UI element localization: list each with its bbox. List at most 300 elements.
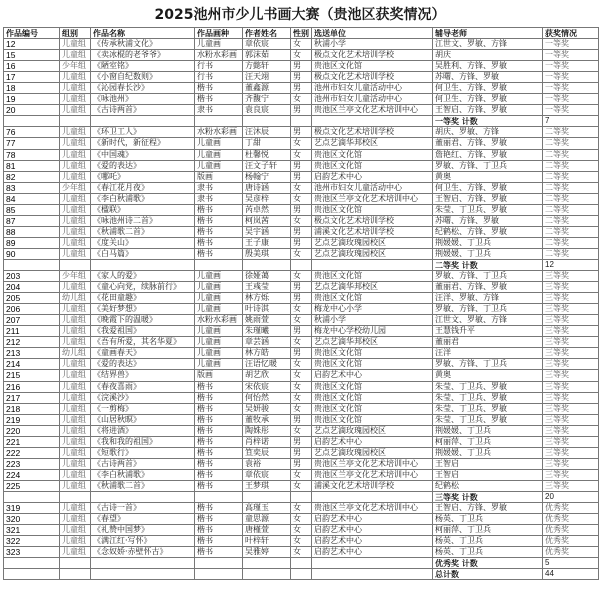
cell-award[interactable]: 三等奖 (543, 414, 599, 425)
cell-work-title[interactable]: 《陋室铭》 (91, 61, 195, 72)
cell-award[interactable]: 三等奖 (543, 381, 599, 392)
cell-author[interactable]: 林方皓 (243, 348, 291, 359)
cell-group[interactable]: 儿童组 (60, 381, 91, 392)
cell-id[interactable]: 83 (4, 182, 60, 193)
cell-work-title[interactable]: 《度关山》 (91, 237, 195, 248)
cell-group[interactable]: 儿童组 (60, 83, 91, 94)
cell-group[interactable]: 儿童组 (60, 370, 91, 381)
cell-unit[interactable]: 艺点艺滴华邦校区 (312, 337, 433, 348)
cell-genre[interactable]: 隶书 (195, 105, 243, 116)
cell-teacher[interactable]: 杨英、丁卫兵 (433, 514, 543, 525)
cell-id[interactable]: 20 (4, 105, 60, 116)
cell-id[interactable]: 76 (4, 127, 60, 138)
cell-gender[interactable]: 女 (291, 525, 312, 536)
cell-id[interactable]: 223 (4, 458, 60, 469)
cell-group[interactable]: 儿童组 (60, 72, 91, 83)
cell-author[interactable]: 齐馥宁 (243, 94, 291, 105)
cell-author[interactable]: 汪语忆暖 (243, 359, 291, 370)
cell-work-title[interactable]: 《家人的爱》 (91, 271, 195, 282)
cell-unit[interactable]: 贵池区文化馆 (312, 381, 433, 392)
cell-teacher[interactable]: 詹艳红、方锋、罗敏 (433, 149, 543, 160)
cell-work-title[interactable]: 《春夜喜雨》 (91, 381, 195, 392)
cell-group[interactable]: 儿童组 (60, 326, 91, 337)
cell-unit[interactable]: 极点文化艺术培训学校 (312, 50, 433, 61)
cell-gender[interactable]: 女 (291, 315, 312, 326)
cell-group[interactable]: 儿童组 (60, 193, 91, 204)
empty-cell[interactable] (243, 569, 291, 580)
cell-genre[interactable]: 楷书 (195, 547, 243, 558)
cell-genre[interactable]: 儿童画 (195, 149, 243, 160)
cell-genre[interactable]: 楷书 (195, 237, 243, 248)
cell-award[interactable]: 二等奖 (543, 204, 599, 215)
cell-teacher[interactable]: 胡庆、罗敏、方锋 (433, 127, 543, 138)
cell-id[interactable]: 224 (4, 469, 60, 480)
cell-genre[interactable]: 行书 (195, 61, 243, 72)
cell-author[interactable]: 唐槿萱 (243, 525, 291, 536)
cell-unit[interactable]: 梅龙中心小学 (312, 304, 433, 315)
col-header-gender[interactable]: 性别 (291, 28, 312, 39)
cell-teacher[interactable]: 纪鹤松 (433, 480, 543, 491)
cell-teacher[interactable]: 董丽君、方锋、罗敏 (433, 282, 543, 293)
cell-work-title[interactable]: 《环卫工人》 (91, 127, 195, 138)
summary-label[interactable]: 总计数 (433, 569, 543, 580)
cell-award[interactable]: 三等奖 (543, 403, 599, 414)
cell-unit[interactable]: 启韵艺术中心 (312, 547, 433, 558)
cell-id[interactable]: 216 (4, 381, 60, 392)
cell-gender[interactable]: 女 (291, 425, 312, 436)
cell-gender[interactable]: 女 (291, 403, 312, 414)
cell-teacher[interactable]: 罗敏、方锋、丁卫兵 (433, 271, 543, 282)
cell-teacher[interactable]: 苏曙、方锋、罗敏 (433, 215, 543, 226)
cell-work-title[interactable]: 《秋浦歌二首》 (91, 226, 195, 237)
cell-id[interactable]: 222 (4, 447, 60, 458)
cell-id[interactable]: 211 (4, 326, 60, 337)
cell-work-title[interactable]: 《古诗两首》 (91, 105, 195, 116)
cell-author[interactable]: 柯岚茜 (243, 215, 291, 226)
col-header-genre[interactable]: 作品画种 (195, 28, 243, 39)
cell-unit[interactable]: 贵池区文化馆 (312, 403, 433, 414)
empty-cell[interactable] (91, 558, 195, 569)
cell-gender[interactable]: 男 (291, 160, 312, 171)
cell-award[interactable]: 一等奖 (543, 105, 599, 116)
cell-work-title[interactable]: 《李白秋浦歌》 (91, 469, 195, 480)
cell-work-title[interactable]: 《吾有所爱，其名华夏》 (91, 337, 195, 348)
cell-teacher[interactable]: 柯丽萍、丁卫兵 (433, 436, 543, 447)
cell-genre[interactable]: 楷书 (195, 503, 243, 514)
cell-id[interactable]: 12 (4, 39, 60, 50)
cell-unit[interactable]: 启韵艺术中心 (312, 370, 433, 381)
cell-unit[interactable]: 艺点艺滴华邦校区 (312, 138, 433, 149)
empty-cell[interactable] (91, 116, 195, 127)
cell-teacher[interactable]: 朱莹、丁卫兵、罗敏 (433, 392, 543, 403)
cell-award[interactable]: 二等奖 (543, 160, 599, 171)
cell-unit[interactable]: 启韵艺术中心 (312, 525, 433, 536)
cell-author[interactable]: 丁甜 (243, 138, 291, 149)
cell-id[interactable]: 81 (4, 160, 60, 171)
cell-genre[interactable]: 楷书 (195, 425, 243, 436)
empty-cell[interactable] (312, 491, 433, 502)
cell-group[interactable]: 儿童组 (60, 447, 91, 458)
cell-genre[interactable]: 隶书 (195, 182, 243, 193)
cell-gender[interactable]: 女 (291, 304, 312, 315)
cell-unit[interactable]: 池州市妇女儿童活动中心 (312, 83, 433, 94)
cell-teacher[interactable]: 朱莹、丁卫兵、罗敏 (433, 403, 543, 414)
cell-id[interactable]: 203 (4, 271, 60, 282)
cell-gender[interactable]: 女 (291, 149, 312, 160)
cell-teacher[interactable]: 苏曙、方锋、罗敏 (433, 72, 543, 83)
cell-teacher[interactable]: 罗敏、方锋、丁卫兵 (433, 304, 543, 315)
cell-author[interactable]: 汪天翊 (243, 72, 291, 83)
empty-cell[interactable] (243, 491, 291, 502)
cell-group[interactable]: 儿童组 (60, 94, 91, 105)
cell-group[interactable]: 儿童组 (60, 337, 91, 348)
cell-award[interactable]: 二等奖 (543, 226, 599, 237)
col-header-id[interactable]: 作品编号 (4, 28, 60, 39)
cell-author[interactable]: 姚雨萱 (243, 315, 291, 326)
cell-genre[interactable]: 儿童画 (195, 348, 243, 359)
empty-cell[interactable] (312, 558, 433, 569)
cell-id[interactable]: 217 (4, 392, 60, 403)
cell-work-title[interactable]: 《咏池州》 (91, 94, 195, 105)
cell-gender[interactable]: 男 (291, 293, 312, 304)
cell-gender[interactable]: 男 (291, 414, 312, 425)
empty-cell[interactable] (91, 259, 195, 270)
cell-work-title[interactable]: 《古诗一首》 (91, 503, 195, 514)
empty-cell[interactable] (91, 491, 195, 502)
cell-genre[interactable]: 楷书 (195, 94, 243, 105)
cell-id[interactable]: 221 (4, 436, 60, 447)
cell-gender[interactable]: 女 (291, 359, 312, 370)
cell-author[interactable]: 林方烁 (243, 293, 291, 304)
empty-cell[interactable] (60, 259, 91, 270)
empty-cell[interactable] (195, 558, 243, 569)
cell-gender[interactable]: 男 (291, 436, 312, 447)
cell-teacher[interactable]: 何卫生、方锋、罗敏 (433, 94, 543, 105)
cell-group[interactable]: 儿童组 (60, 204, 91, 215)
cell-genre[interactable]: 儿童画 (195, 359, 243, 370)
cell-work-title[interactable]: 《爱的表达》 (91, 359, 195, 370)
cell-award[interactable]: 二等奖 (543, 171, 599, 182)
empty-cell[interactable] (195, 491, 243, 502)
cell-group[interactable]: 儿童组 (60, 403, 91, 414)
cell-teacher[interactable]: 黄奥 (433, 171, 543, 182)
cell-work-title[interactable]: 《我和我的祖国》 (91, 436, 195, 447)
empty-cell[interactable] (60, 569, 91, 580)
cell-award[interactable]: 二等奖 (543, 127, 599, 138)
cell-teacher[interactable]: 胡庆 (433, 50, 543, 61)
empty-cell[interactable] (60, 491, 91, 502)
cell-award[interactable]: 一等奖 (543, 61, 599, 72)
cell-teacher[interactable]: 何卫生、方锋、罗敏 (433, 83, 543, 94)
col-header-teacher[interactable]: 辅导老师 (433, 28, 543, 39)
cell-unit[interactable]: 贵池区文化馆 (312, 149, 433, 160)
summary-label[interactable]: 一等奖 计数 (433, 116, 543, 127)
cell-gender[interactable]: 女 (291, 337, 312, 348)
cell-work-title[interactable]: 《李白秋浦歌》 (91, 193, 195, 204)
cell-unit[interactable]: 池州市妇女儿童活动中心 (312, 94, 433, 105)
cell-gender[interactable]: 女 (291, 503, 312, 514)
cell-author[interactable]: 高瑾玉 (243, 503, 291, 514)
cell-genre[interactable]: 版画 (195, 171, 243, 182)
cell-teacher[interactable]: 纪鹤松、方锋、罗敏 (433, 226, 543, 237)
cell-author[interactable]: 胡艺欣 (243, 370, 291, 381)
cell-teacher[interactable]: 吴胜利、方锋、罗敏 (433, 61, 543, 72)
cell-work-title[interactable]: 《童心向党，续脉前行》 (91, 282, 195, 293)
cell-gender[interactable]: 女 (291, 370, 312, 381)
cell-award[interactable]: 一等奖 (543, 39, 599, 50)
cell-award[interactable]: 三等奖 (543, 337, 599, 348)
cell-teacher[interactable]: 杨英、丁卫兵 (433, 536, 543, 547)
cell-gender[interactable]: 女 (291, 271, 312, 282)
cell-id[interactable]: 77 (4, 138, 60, 149)
cell-genre[interactable]: 水粉水彩画 (195, 127, 243, 138)
cell-author[interactable]: 王子康 (243, 237, 291, 248)
cell-group[interactable]: 儿童组 (60, 50, 91, 61)
cell-genre[interactable]: 儿童画 (195, 282, 243, 293)
cell-award[interactable]: 优秀奖 (543, 503, 599, 514)
cell-award[interactable]: 三等奖 (543, 447, 599, 458)
cell-unit[interactable]: 贵池区文化馆 (312, 392, 433, 403)
cell-teacher[interactable]: 汪洋 (433, 348, 543, 359)
cell-unit[interactable]: 启韵艺术中心 (312, 536, 433, 547)
cell-unit[interactable]: 贵池区文化馆 (312, 271, 433, 282)
cell-author[interactable]: 唐诗涵 (243, 182, 291, 193)
cell-unit[interactable]: 秋浦小学 (312, 39, 433, 50)
cell-work-title[interactable]: 《浣溪沙》 (91, 392, 195, 403)
cell-group[interactable]: 儿童组 (60, 160, 91, 171)
cell-id[interactable]: 17 (4, 72, 60, 83)
cell-gender[interactable]: 女 (291, 215, 312, 226)
cell-gender[interactable]: 男 (291, 61, 312, 72)
empty-cell[interactable] (243, 558, 291, 569)
cell-award[interactable]: 三等奖 (543, 392, 599, 403)
cell-gender[interactable]: 男 (291, 326, 312, 337)
cell-award[interactable]: 三等奖 (543, 469, 599, 480)
cell-award[interactable]: 三等奖 (543, 425, 599, 436)
cell-group[interactable]: 儿童组 (60, 282, 91, 293)
cell-unit[interactable]: 贵池区文化馆 (312, 414, 433, 425)
empty-cell[interactable] (4, 558, 60, 569)
empty-cell[interactable] (291, 558, 312, 569)
cell-gender[interactable]: 男 (291, 447, 312, 458)
cell-gender[interactable]: 女 (291, 193, 312, 204)
empty-cell[interactable] (291, 116, 312, 127)
cell-unit[interactable]: 贵池区兰亭文化艺术培训中心 (312, 193, 433, 204)
cell-teacher[interactable]: 朱莹、丁卫兵、罗敏 (433, 414, 543, 425)
cell-genre[interactable]: 楷书 (195, 480, 243, 491)
cell-id[interactable]: 218 (4, 403, 60, 414)
cell-unit[interactable]: 启韵艺术中心 (312, 514, 433, 525)
summary-label[interactable]: 优秀奖 计数 (433, 558, 543, 569)
cell-group[interactable]: 儿童组 (60, 392, 91, 403)
col-header-unit[interactable]: 选送单位 (312, 28, 433, 39)
cell-gender[interactable]: 女 (291, 469, 312, 480)
cell-group[interactable]: 少年组 (60, 182, 91, 193)
cell-work-title[interactable]: 《念奴娇·赤壁怀古》 (91, 547, 195, 558)
empty-cell[interactable] (4, 569, 60, 580)
cell-award[interactable]: 三等奖 (543, 458, 599, 469)
cell-award[interactable]: 一等奖 (543, 94, 599, 105)
cell-gender[interactable]: 男 (291, 458, 312, 469)
cell-author[interactable]: 杨翰宁 (243, 171, 291, 182)
cell-unit[interactable]: 极点文化艺术培训学校 (312, 215, 433, 226)
cell-work-title[interactable]: 《礼赞中国梦》 (91, 525, 195, 536)
cell-gender[interactable]: 女 (291, 138, 312, 149)
cell-unit[interactable]: 艺点艺滴玫瑰园校区 (312, 447, 433, 458)
cell-work-title[interactable]: 《春望》 (91, 514, 195, 525)
cell-genre[interactable]: 儿童画 (195, 337, 243, 348)
cell-group[interactable]: 儿童组 (60, 425, 91, 436)
cell-award[interactable]: 二等奖 (543, 149, 599, 160)
cell-group[interactable]: 儿童组 (60, 503, 91, 514)
cell-id[interactable]: 212 (4, 337, 60, 348)
cell-gender[interactable]: 男 (291, 348, 312, 359)
cell-author[interactable]: 董鑫源 (243, 83, 291, 94)
cell-unit[interactable]: 梅龙中心学校幼儿园 (312, 326, 433, 337)
cell-group[interactable]: 幼儿组 (60, 348, 91, 359)
cell-author[interactable]: 吴妍骏 (243, 403, 291, 414)
cell-teacher[interactable]: 朱莹、丁卫兵、罗敏 (433, 204, 543, 215)
cell-gender[interactable]: 女 (291, 547, 312, 558)
summary-count[interactable]: 44 (543, 569, 599, 580)
cell-author[interactable]: 郭沫茹 (243, 50, 291, 61)
cell-group[interactable]: 儿童组 (60, 469, 91, 480)
cell-id[interactable]: 16 (4, 61, 60, 72)
cell-genre[interactable]: 楷书 (195, 414, 243, 425)
cell-genre[interactable]: 楷书 (195, 392, 243, 403)
cell-unit[interactable]: 艺点艺滴玫瑰园校区 (312, 425, 433, 436)
cell-teacher[interactable]: 荆媛媛、丁卫兵 (433, 447, 543, 458)
cell-work-title[interactable]: 《秋浦歌二首》 (91, 480, 195, 491)
empty-cell[interactable] (291, 491, 312, 502)
cell-gender[interactable]: 男 (291, 204, 312, 215)
cell-id[interactable]: 82 (4, 171, 60, 182)
cell-award[interactable]: 一等奖 (543, 72, 599, 83)
empty-cell[interactable] (291, 259, 312, 270)
cell-work-title[interactable]: 《新时代，新征程》 (91, 138, 195, 149)
cell-author[interactable]: 汪沐辰 (243, 127, 291, 138)
cell-group[interactable]: 儿童组 (60, 138, 91, 149)
cell-unit[interactable]: 极点文化艺术培训学校 (312, 127, 433, 138)
cell-work-title[interactable]: 《将进酒》 (91, 425, 195, 436)
cell-award[interactable]: 三等奖 (543, 348, 599, 359)
cell-genre[interactable]: 楷书 (195, 204, 243, 215)
cell-work-title[interactable]: 《沁园春长沙》 (91, 83, 195, 94)
summary-count[interactable]: 20 (543, 491, 599, 502)
cell-group[interactable]: 儿童组 (60, 39, 91, 50)
cell-unit[interactable]: 贵池区文化馆 (312, 61, 433, 72)
cell-unit[interactable]: 贵池区文化馆 (312, 348, 433, 359)
cell-id[interactable]: 319 (4, 503, 60, 514)
cell-id[interactable]: 85 (4, 204, 60, 215)
cell-award[interactable]: 优秀奖 (543, 536, 599, 547)
cell-award[interactable]: 优秀奖 (543, 547, 599, 558)
col-header-work-title[interactable]: 作品名称 (91, 28, 195, 39)
cell-unit[interactable]: 启韵艺术中心 (312, 171, 433, 182)
cell-group[interactable]: 儿童组 (60, 514, 91, 525)
summary-count[interactable]: 5 (543, 558, 599, 569)
cell-id[interactable]: 219 (4, 414, 60, 425)
cell-author[interactable]: 章依宸 (243, 39, 291, 50)
cell-teacher[interactable]: 王智启、方锋、罗敏 (433, 105, 543, 116)
cell-genre[interactable]: 儿童画 (195, 271, 243, 282)
cell-genre[interactable]: 楷书 (195, 83, 243, 94)
cell-genre[interactable]: 楷书 (195, 469, 243, 480)
cell-group[interactable]: 儿童组 (60, 215, 91, 226)
summary-count[interactable]: 7 (543, 116, 599, 127)
cell-award[interactable]: 三等奖 (543, 370, 599, 381)
cell-award[interactable]: 二等奖 (543, 138, 599, 149)
empty-cell[interactable] (4, 259, 60, 270)
cell-unit[interactable]: 浦溪文化艺术培训学校 (312, 480, 433, 491)
cell-gender[interactable]: 男 (291, 282, 312, 293)
cell-genre[interactable]: 楷书 (195, 436, 243, 447)
cell-genre[interactable]: 楷书 (195, 536, 243, 547)
empty-cell[interactable] (291, 569, 312, 580)
cell-teacher[interactable]: 朱莹、丁卫兵、罗敏 (433, 381, 543, 392)
cell-genre[interactable]: 版画 (195, 370, 243, 381)
cell-teacher[interactable]: 黄奥 (433, 370, 543, 381)
cell-id[interactable]: 220 (4, 425, 60, 436)
cell-unit[interactable]: 贵池区兰亭文化艺术培训中心 (312, 458, 433, 469)
cell-unit[interactable]: 贵池区兰亭文化艺术培训中心 (312, 503, 433, 514)
cell-group[interactable]: 儿童组 (60, 458, 91, 469)
cell-genre[interactable]: 儿童画 (195, 39, 243, 50)
cell-group[interactable]: 幼儿组 (60, 293, 91, 304)
cell-id[interactable]: 320 (4, 514, 60, 525)
cell-genre[interactable]: 楷书 (195, 248, 243, 259)
cell-author[interactable]: 叶诗淇 (243, 304, 291, 315)
cell-award[interactable]: 优秀奖 (543, 514, 599, 525)
cell-group[interactable]: 儿童组 (60, 359, 91, 370)
cell-unit[interactable]: 贵池区文化馆 (312, 160, 433, 171)
cell-genre[interactable]: 儿童画 (195, 293, 243, 304)
cell-genre[interactable]: 楷书 (195, 447, 243, 458)
cell-group[interactable]: 少年组 (60, 271, 91, 282)
cell-award[interactable]: 三等奖 (543, 304, 599, 315)
cell-unit[interactable]: 池州市妇女儿童活动中心 (312, 182, 433, 193)
cell-id[interactable]: 19 (4, 94, 60, 105)
cell-author[interactable]: 董牧承 (243, 414, 291, 425)
cell-id[interactable]: 321 (4, 525, 60, 536)
cell-work-title[interactable]: 《咏池州诗二首》 (91, 215, 195, 226)
cell-id[interactable]: 78 (4, 149, 60, 160)
cell-teacher[interactable]: 董丽君、方锋、罗敏 (433, 138, 543, 149)
cell-work-title[interactable]: 《卖冰棍的老爷爷》 (91, 50, 195, 61)
empty-cell[interactable] (312, 569, 433, 580)
cell-group[interactable]: 儿童组 (60, 304, 91, 315)
cell-award[interactable]: 二等奖 (543, 182, 599, 193)
cell-unit[interactable]: 启韵艺术中心 (312, 436, 433, 447)
cell-gender[interactable]: 女 (291, 248, 312, 259)
cell-author[interactable]: 王彧莹 (243, 282, 291, 293)
cell-group[interactable]: 儿童组 (60, 536, 91, 547)
cell-teacher[interactable]: 荆媛媛、丁卫兵 (433, 425, 543, 436)
cell-teacher[interactable]: 江世文、罗敏、方锋 (433, 39, 543, 50)
cell-id[interactable]: 206 (4, 304, 60, 315)
cell-award[interactable]: 三等奖 (543, 480, 599, 491)
cell-id[interactable]: 88 (4, 226, 60, 237)
empty-cell[interactable] (195, 259, 243, 270)
cell-group[interactable]: 儿童组 (60, 105, 91, 116)
cell-genre[interactable]: 楷书 (195, 458, 243, 469)
cell-gender[interactable]: 男 (291, 127, 312, 138)
cell-award[interactable]: 三等奖 (543, 282, 599, 293)
cell-teacher[interactable]: 王智启、方锋、罗敏 (433, 503, 543, 514)
cell-gender[interactable]: 男 (291, 226, 312, 237)
summary-count[interactable]: 12 (543, 259, 599, 270)
col-header-author[interactable]: 作者姓名 (243, 28, 291, 39)
